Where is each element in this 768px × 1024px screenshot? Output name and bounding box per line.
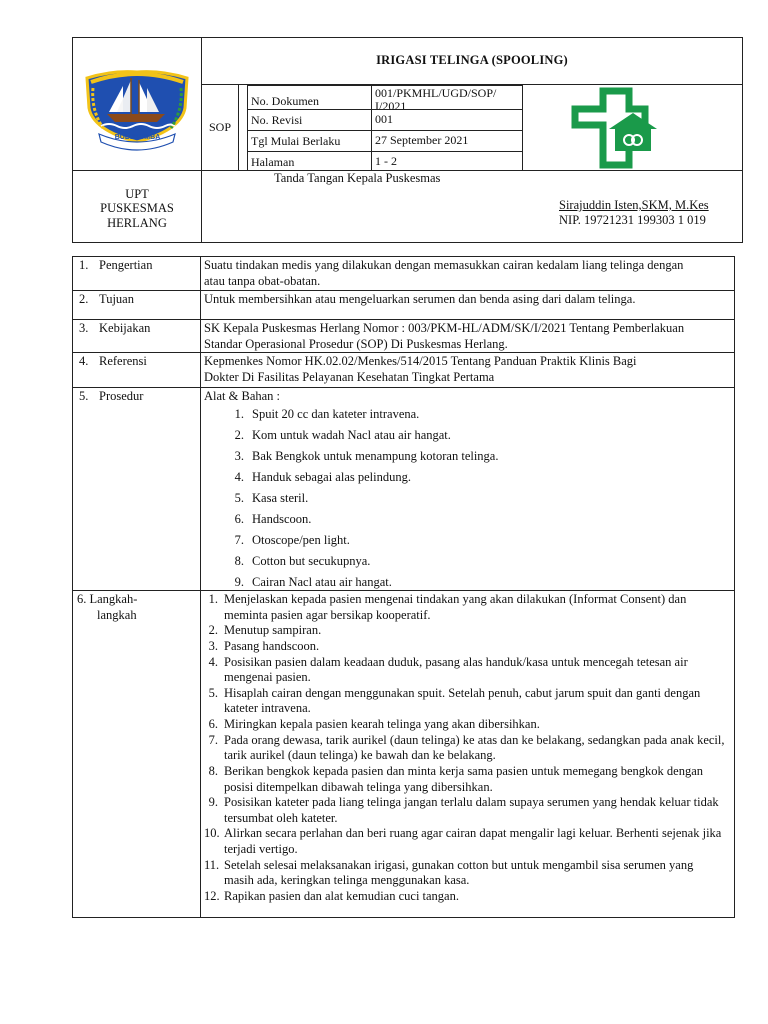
steps-list bbox=[204, 592, 726, 905]
section-text: SK Kepala Puskesmas Herlang Nomor : 003/PKM-HL/ADM/SK/I/2021 Tentang Pemberlakuan Standar Operasional Prosedur (SOP) Di Puskesmas Herlang. bbox=[204, 321, 685, 351]
prosedur-intro: Alat & Bahan : bbox=[204, 389, 281, 403]
section-title: 6. Langkah- bbox=[77, 592, 138, 606]
list-item: 2. Menutup sampiran. bbox=[208, 623, 322, 638]
section-number: 1. bbox=[79, 258, 89, 272]
list-item: 10. Alirkan secara perlahan dan beri ruang agar cairan dapat mengalir lagi keluar. Berhenti sejenak jika terjadi vertigo. bbox=[204, 826, 722, 856]
list-item: 8. Cotton but secukupnya. bbox=[234, 553, 371, 568]
section-title: Pengertian bbox=[99, 258, 153, 272]
list-item: 12. Rapikan pasien dan alat kemudian cuci tangan. bbox=[204, 888, 459, 903]
section-label bbox=[73, 320, 201, 352]
upt-name bbox=[73, 171, 202, 242]
section-number: 5. bbox=[79, 389, 89, 403]
list-item: 8. Berikan bengkok kepada pasien dan minta kerja sama pasien untuk memegang bengkok dengan posisi ditempelkan dibawah telinga yang dibersihkan. bbox=[208, 763, 704, 794]
section-label bbox=[73, 291, 201, 319]
section-number: 3. bbox=[79, 321, 89, 335]
section-label bbox=[73, 591, 201, 917]
section-text: Untuk membersihkan atau mengeluarkan serumen dan benda asing dari dalam telinga. bbox=[204, 292, 636, 306]
signature-label: Tanda Tangan Kepala Puskesmas bbox=[274, 171, 441, 185]
list-item: 7. Pada orang dewasa, tarik aurikel (daun telinga) ke atas dan ke belakang, sedangkan pada anak kecil, tarik aurikel (daun telinga) ke bawah dan ke belakang. bbox=[208, 732, 725, 763]
meta-row-revisi bbox=[247, 109, 523, 130]
list-item: 6. Handscoon. bbox=[234, 511, 312, 526]
logo-cell bbox=[73, 38, 202, 171]
section-pengertian bbox=[73, 257, 734, 290]
tools-list bbox=[204, 406, 734, 595]
list-item: 6. Miringkan kepala pasien kearah telinga yang akan dibersihkan. bbox=[208, 717, 540, 731]
signer-name: Sirajuddin Isten,SKM, M.Kes bbox=[559, 198, 709, 212]
upt-line: HERLANG bbox=[107, 215, 167, 230]
upt-line: UPT bbox=[125, 186, 149, 201]
signer-nip: NIP. 19721231 199303 1 019 bbox=[559, 213, 706, 227]
logo-ribbon-text: BULUKUMBA bbox=[114, 134, 161, 141]
section-number: 4. bbox=[79, 354, 89, 368]
document-meta bbox=[239, 85, 523, 171]
section-number: 2. bbox=[79, 292, 89, 306]
meta-label: No. Revisi bbox=[248, 110, 372, 130]
list-item: 4. Handuk sebagai alas pelindung. bbox=[234, 469, 411, 484]
list-item: 1. Menjelaskan kepada pasien mengenai tindakan yang akan dilakukan (Informat Consent) dan meminta pasien agar bersikap kooperatif. bbox=[208, 592, 687, 622]
meta-value: 27 September 2021 bbox=[375, 133, 469, 147]
document-header bbox=[72, 37, 743, 243]
sop-content-table bbox=[72, 256, 735, 918]
section-prosedur bbox=[73, 387, 734, 590]
list-item: 9. Posisikan kateter pada liang telinga jangan terlalu dalam supaya serumen yang hendak keluar tidak tersumbat oleh kateter. bbox=[208, 795, 719, 825]
signature-area bbox=[202, 171, 742, 242]
puskesmas-logo-cell bbox=[523, 85, 742, 171]
section-title-cont: langkah bbox=[97, 607, 137, 622]
section-title: Tujuan bbox=[99, 292, 134, 306]
bulukumba-emblem-icon bbox=[73, 38, 202, 171]
section-title: Prosedur bbox=[99, 389, 144, 403]
section-title: Referensi bbox=[99, 354, 147, 368]
list-item: 11. Setelah selesai melaksanakan irigasi, gunakan cotton but untuk mengambil sisa serumen yang masih ada, keringkan telinga menggunakan kasa. bbox=[204, 857, 694, 888]
section-label bbox=[73, 388, 201, 590]
meta-row-dokumen bbox=[247, 85, 523, 113]
list-item: 5. Hisaplah cairan dengan menggunakan spuit. Setelah penuh, cabut jarum spuit dan ganti dengan kateter intravena. bbox=[208, 685, 701, 716]
sop-label: SOP bbox=[202, 85, 239, 171]
meta-row-tanggal bbox=[247, 130, 523, 151]
meta-row-halaman bbox=[247, 151, 523, 171]
meta-label: Halaman bbox=[248, 152, 372, 170]
list-item: 1. Spuit 20 cc dan kateter intravena. bbox=[234, 406, 420, 421]
list-item: 4. Posisikan pasien dalam keadaan duduk, pasang alas handuk/kasa untuk mencegah tetesan air mengenai pasien. bbox=[208, 654, 688, 685]
prosedur-body bbox=[201, 388, 734, 590]
meta-value: 001 bbox=[375, 112, 393, 126]
section-text: Suatu tindakan medis yang dilakukan dengan memasukkan cairan kedalam liang telinga dengan atau tanpa obat-obatan. bbox=[204, 258, 684, 288]
section-tujuan bbox=[73, 290, 734, 319]
section-referensi bbox=[73, 352, 734, 387]
langkah-body bbox=[201, 591, 734, 917]
list-item: 5. Kasa steril. bbox=[234, 490, 309, 505]
section-text: Kepmenkes Nomor HK.02.02/Menkes/514/2015 Tentang Panduan Praktik Klinis Bagi Dokter Di Fasilitas Pelayanan Kesehatan Tingkat Pertama bbox=[204, 354, 637, 384]
section-label bbox=[73, 353, 201, 387]
section-kebijakan bbox=[73, 319, 734, 352]
list-item: 3. Bak Bengkok untuk menampung kotoran telinga. bbox=[234, 448, 499, 463]
list-item: 7. Otoscope/pen light. bbox=[234, 532, 350, 547]
meta-value: 1 - 2 bbox=[375, 154, 397, 168]
meta-label: Tgl Mulai Berlaku bbox=[248, 131, 372, 151]
puskesmas-logo-icon bbox=[523, 85, 744, 171]
list-item: 3. Pasang handscoon. bbox=[208, 638, 320, 653]
list-item: 2. Kom untuk wadah Nacl atau air hangat. bbox=[234, 427, 451, 442]
upt-line: PUSKESMAS bbox=[100, 201, 174, 216]
section-title: Kebijakan bbox=[99, 321, 151, 335]
section-label bbox=[73, 257, 201, 290]
list-item: 9. Cairan Nacl atau air hangat. bbox=[234, 574, 392, 589]
document-title: IRIGASI TELINGA (SPOOLING) bbox=[202, 38, 742, 85]
section-langkah bbox=[73, 590, 734, 917]
meta-value: 001/PKMHL/UGD/SOP/ I/2021 bbox=[375, 86, 497, 113]
meta-label: No. Dokumen bbox=[248, 86, 372, 109]
